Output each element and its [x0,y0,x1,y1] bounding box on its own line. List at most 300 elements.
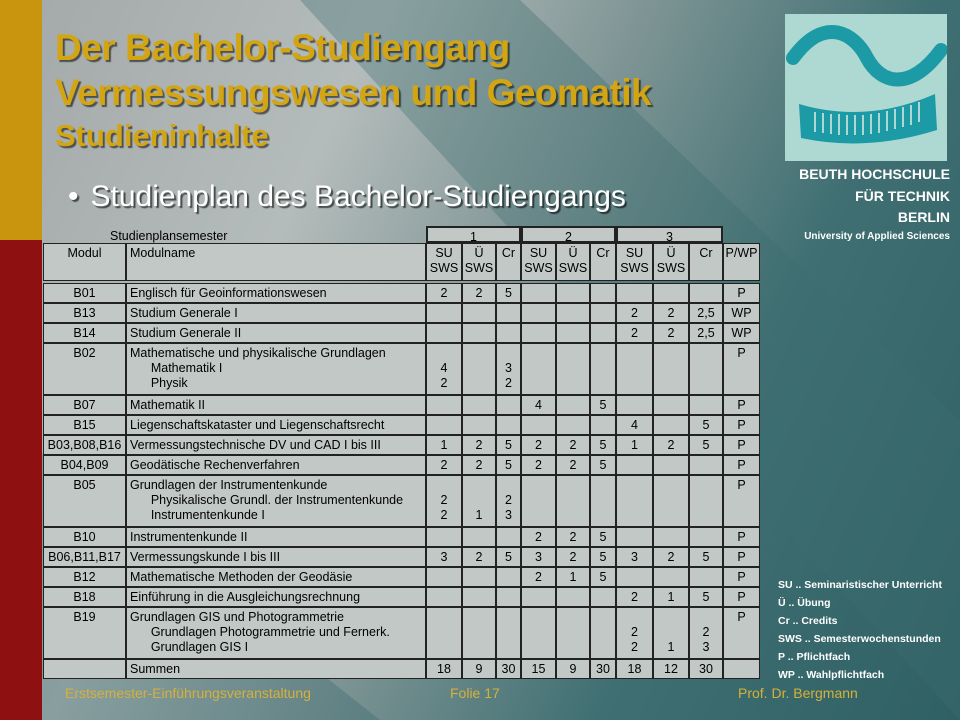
footer-author: Prof. Dr. Bergmann [738,685,858,701]
table-row-value [496,283,521,303]
cell-value: 9 [475,662,483,676]
table-row-modulname [126,659,426,679]
table-row-modulname [126,567,426,587]
cell-value: 1 [440,438,448,452]
footer-left: Erstsemester-Einführungsveranstaltung [65,685,311,701]
table-row-modul [43,567,126,587]
cell-value: 2 [667,550,675,564]
table-row-value [462,475,496,527]
table-row-value [616,527,653,547]
table-row-pwp [723,455,760,475]
cell-value: 4 [631,418,638,432]
table-row-value [653,283,689,303]
cell-value: 2 [475,550,483,564]
table-row-value [556,567,590,587]
table-row-value [521,395,556,415]
table-row-value [653,323,689,343]
cell-value: 2 [569,438,577,452]
table-row-pwp [723,587,760,607]
pwp-value: P [737,398,746,412]
table-row-value [426,659,462,679]
table-row-value [521,343,556,395]
cell-value: 2 [631,640,638,654]
cell-value: 5 [599,398,607,412]
semester-caption: Studienplansemester [110,229,228,243]
table-row-value [556,475,590,527]
table-row-value [689,607,723,659]
column-header-sub [653,243,689,281]
column-header-text: SU [529,246,548,260]
semester-header [521,226,616,243]
cell-value: 2 [440,286,448,300]
cell-value: 1 [569,570,577,584]
modul-code: B13 [73,306,96,320]
cell-value: 5 [599,458,607,472]
modul-code: B03,B08,B16 [47,438,122,452]
table-row-pwp [723,323,760,343]
table-row-value [590,323,616,343]
legend-item: Cr .. Credits [778,615,838,627]
column-header-text: Ü [666,246,676,260]
column-header-sub [590,243,616,281]
table-row-modulname [126,323,426,343]
modul-name: Instrumentenkunde II [130,530,248,544]
table-row-value [616,415,653,435]
table-row-value [496,395,521,415]
table-row-value [521,455,556,475]
semester-number: 3 [666,230,673,243]
table-row-modulname [126,587,426,607]
cell-value: 30 [699,662,713,676]
table-row-value [590,283,616,303]
legend-item: SU .. Seminaristischer Unterricht [778,579,942,591]
cell-value: 5 [599,550,607,564]
column-header-text: SWS [429,261,459,275]
table-row-value [426,547,462,567]
table-row-pwp [723,475,760,527]
table-row-modulname [126,303,426,323]
column-header-modulname [126,243,426,281]
table-row-modul [43,527,126,547]
institution-line-2: FÜR TECHNIK [855,188,950,204]
cell-value: 9 [569,662,577,676]
cell-value: 2 [475,438,483,452]
table-row-pwp [723,547,760,567]
table-row-value [590,455,616,475]
table-row-value [462,607,496,659]
modul-name: Studium Generale I [130,306,238,320]
table-row-value [590,587,616,607]
modul-name: Physik [130,376,188,390]
institution-line-3: BERLIN [897,209,950,225]
table-row-value [462,283,496,303]
table-row-pwp [723,527,760,547]
table-row-value [462,659,496,679]
table-row-value [590,435,616,455]
table-row-value [653,527,689,547]
column-header-text: Cr [596,246,610,260]
pwp-value: P [737,438,746,452]
table-row-value [496,475,521,527]
cell-value: 3 [535,550,542,564]
table-row-modul [43,283,126,303]
table-row-value [689,415,723,435]
table-row-pwp [723,303,760,323]
table-row-value [556,395,590,415]
table-row-value [521,567,556,587]
legend-item: WP .. Wahlpflichtfach [778,669,885,681]
table-row-value [462,455,496,475]
table-row-value [616,343,653,395]
table-row-value [590,527,616,547]
cell-value: 5 [505,438,512,452]
cell-value: 5 [599,570,607,584]
pwp-value: P [737,590,746,604]
cell-value: 2 [475,286,483,300]
table-row-value [653,415,689,435]
table-row-pwp [723,607,760,659]
semester-header [426,226,521,243]
column-header-pwp [723,243,760,281]
column-header-text: Modulname [130,246,196,260]
table-row-value [616,567,653,587]
table-row-value [590,343,616,395]
table-row-modulname [126,527,426,547]
modul-code: B05 [73,478,96,492]
table-row-value [653,547,689,567]
table-row-modulname [126,395,426,415]
table-row-value [616,283,653,303]
cell-value: 5 [702,418,710,432]
column-header-sub [556,243,590,281]
cell-value: 5 [599,438,607,452]
table-row-modulname [126,343,426,395]
table-row-value [689,323,723,343]
pwp-value: P [737,346,746,360]
table-row-value [521,303,556,323]
table-row-pwp [723,343,760,395]
modul-code: B15 [73,418,96,432]
table-row-value [521,283,556,303]
semester-number: 2 [565,230,572,243]
cell-value: 30 [596,662,610,676]
pwp-value: P [737,458,746,472]
table-row-pwp [723,415,760,435]
table-row-value [496,659,521,679]
modul-name: Vermessungstechnische DV und CAD I bis III [130,438,381,452]
modul-name: Physikalische Grundl. der Instrumentenkunde [130,493,404,507]
table-row-value [689,283,723,303]
table-row-modul [43,455,126,475]
table-row-modul [43,547,126,567]
pwp-value: P [737,418,746,432]
cell-value: 2 [631,625,638,639]
cell-value: 2 [440,458,448,472]
table-row-value [689,659,723,679]
table-row-value [496,587,521,607]
table-row-modul [43,659,126,679]
cell-value: 2 [569,458,577,472]
table-row-value [590,607,616,659]
cell-value: 15 [531,662,546,676]
column-header-text: SU [625,246,644,260]
cell-value: 5 [702,438,710,452]
modul-code: B01 [73,286,96,300]
table-row-pwp [723,395,760,415]
modul-name: Vermessungskunde I bis III [130,550,281,564]
column-header-text: Cr [501,246,516,260]
cell-value: 3 [631,550,638,564]
title-line-1: Der Bachelor-Studiengang [55,27,510,68]
institution-line-1: BEUTH HOCHSCHULE [799,166,950,182]
cell-value: 1 [631,438,638,452]
modul-name: Grundlagen GIS I [130,640,249,654]
table-row-value [462,567,496,587]
column-header-text: SWS [524,261,553,275]
column-header-text: Ü [474,246,484,260]
cell-value: 2 [631,326,638,340]
table-row-value [590,303,616,323]
table-row-value [653,587,689,607]
cell-value: 2 [475,458,483,472]
table-row-value [689,303,723,323]
table-row-pwp [723,567,760,587]
modul-name: Instrumentenkunde I [130,508,265,522]
table-row-value [496,455,521,475]
table-row-value [556,527,590,547]
cell-value: 5 [505,458,512,472]
pwp-value: P [737,570,746,584]
table-row-value [689,587,723,607]
modul-code: B06,B11,B17 [48,550,121,564]
table-row-pwp [723,435,760,455]
cell-value: 18 [627,662,642,676]
table-row-value [556,607,590,659]
column-header-text: SWS [620,261,649,275]
table-row-pwp [723,659,760,679]
legend-item: P .. Pflichtfach [778,651,851,663]
table-row-value [556,415,590,435]
table-row-value [653,303,689,323]
column-header-text: SWS [558,261,588,275]
cell-value: 3 [505,361,512,375]
cell-value: 3 [440,550,448,564]
table-row-value [521,547,556,567]
table-row-value [653,395,689,415]
table-row-value [426,435,462,455]
modul-code: B14 [73,326,96,340]
table-row-value [521,659,556,679]
table-row-value [653,435,689,455]
table-row-value [616,659,653,679]
table-row-value [653,607,689,659]
cell-value: 5 [702,550,710,564]
column-header-text: P/WP [725,246,758,260]
cell-value: 1 [667,640,675,654]
pwp-value: P [737,550,746,564]
table-row-value [616,547,653,567]
table-row-value [689,435,723,455]
table-row-modul [43,475,126,527]
modul-name: Mathematische Methoden der Geodäsie [130,570,353,584]
table-row-value [556,587,590,607]
modul-name: Mathematik II [130,398,206,412]
table-row-modul [43,435,126,455]
cell-value: 12 [664,662,678,676]
column-header-text: SU [435,246,453,260]
cell-value: 2 [535,438,542,452]
table-row-value [590,547,616,567]
table-row-value [590,395,616,415]
modul-name: Grundlagen der Instrumentenkunde [130,478,328,492]
table-row-modul [43,607,126,659]
table-row-value [462,547,496,567]
cell-value: 2 [505,376,512,390]
pwp-value: P [737,478,746,492]
modul-name: Liegenschaftskataster und Liegenschaftsrecht [130,418,385,432]
column-header-sub [426,243,462,281]
table-row-value [653,567,689,587]
table-row-modul [43,343,126,395]
table-row-value [462,527,496,547]
table-row-value [426,527,462,547]
table-row-value [556,659,590,679]
cell-value: 2 [631,590,638,604]
table-row-value [616,607,653,659]
table-row-value [616,395,653,415]
cell-value: 30 [501,662,516,676]
table-row-value [426,323,462,343]
table-row-value [521,435,556,455]
cell-value: 2,5 [697,306,715,320]
table-row-value [496,303,521,323]
table-row-value [616,587,653,607]
table-row-value [653,659,689,679]
table-row-value [462,343,496,395]
table-row-value [689,343,723,395]
cell-value: 3 [505,508,512,522]
table-row-modul [43,323,126,343]
semester-header [616,226,723,243]
modul-name: Mathematische und physikalische Grundlagen [130,346,386,360]
column-header-text: SWS [656,261,686,275]
table-row-value [556,343,590,395]
table-row-value [653,455,689,475]
table-row-value [496,607,521,659]
modul-code: B12 [73,570,96,584]
table-row-value [426,587,462,607]
table-row-value [556,547,590,567]
table-row-value [496,435,521,455]
table-row-value [689,395,723,415]
table-row-value [521,475,556,527]
table-row-value [462,435,496,455]
table-row-value [496,343,521,395]
column-header-text: Modul [67,246,102,260]
cell-value: 18 [437,662,451,676]
table-row-modulname [126,455,426,475]
table-row-modulname [126,283,426,303]
table-row-value [462,415,496,435]
cell-value: 2 [505,493,512,507]
modul-name: Geodätische Rechenverfahren [130,458,300,472]
table-row-value [426,567,462,587]
pwp-value: P [737,530,746,544]
table-row-value [616,455,653,475]
modul-name: Einführung in die Ausgleichungsrechnung [130,590,361,604]
title-line-3: Studieninhalte [55,118,269,153]
table-row-value [556,323,590,343]
table-row-value [426,303,462,323]
cell-value: 2 [535,458,542,472]
table-row-value [616,475,653,527]
cell-value: 2 [569,530,577,544]
table-row-value [496,547,521,567]
column-header-sub [496,243,521,281]
university-logo [785,14,947,161]
column-header-text: SWS [464,261,494,275]
cell-value: 3 [702,640,710,654]
bullet-item [68,180,626,214]
table-row-value [521,607,556,659]
cell-value: 4 [535,398,542,412]
modul-name: Grundlagen GIS und Photogrammetrie [130,610,345,624]
table-row-value [521,587,556,607]
cell-value: 2 [440,508,448,522]
cell-value: 1 [667,590,675,604]
cell-value: 2 [667,438,675,452]
column-header-sub [521,243,556,281]
modul-name: Mathematik I [130,361,223,375]
column-header-sub [689,243,723,281]
pwp-value: P [737,610,746,624]
table-row-value [556,455,590,475]
pwp-value: WP [731,326,752,340]
table-row-value [426,455,462,475]
abbreviation-legend [778,576,942,684]
table-row-value [590,567,616,587]
cell-value: 2 [535,530,542,544]
table-row-value [462,395,496,415]
table-row-value [426,395,462,415]
table-row-value [426,415,462,435]
table-row-modul [43,587,126,607]
modul-name: Grundlagen Photogrammetrie und Fernerk. [130,625,390,639]
cell-value: 1 [475,508,483,522]
table-row-modul [43,303,126,323]
table-row-value [590,415,616,435]
footer-slide-number: Folie 17 [450,685,500,701]
cell-value: 2 [631,306,638,320]
table-row-value [426,607,462,659]
table-row-modulname [126,435,426,455]
institution-line-4: University of Applied Sciences [804,231,950,242]
table-row-value [556,283,590,303]
table-row-value [616,435,653,455]
cell-value: 4 [440,361,448,375]
table-row-value [590,659,616,679]
table-row-value [653,475,689,527]
cell-value: 2 [440,376,448,390]
column-header-modul [43,243,126,281]
cell-value: 2,5 [697,326,715,340]
column-header-text: Ü [568,246,578,260]
cell-value: 2 [702,625,710,639]
table-row-value [616,303,653,323]
table-row-value [689,475,723,527]
modul-code: B10 [73,530,96,544]
cell-value: 2 [569,550,577,564]
